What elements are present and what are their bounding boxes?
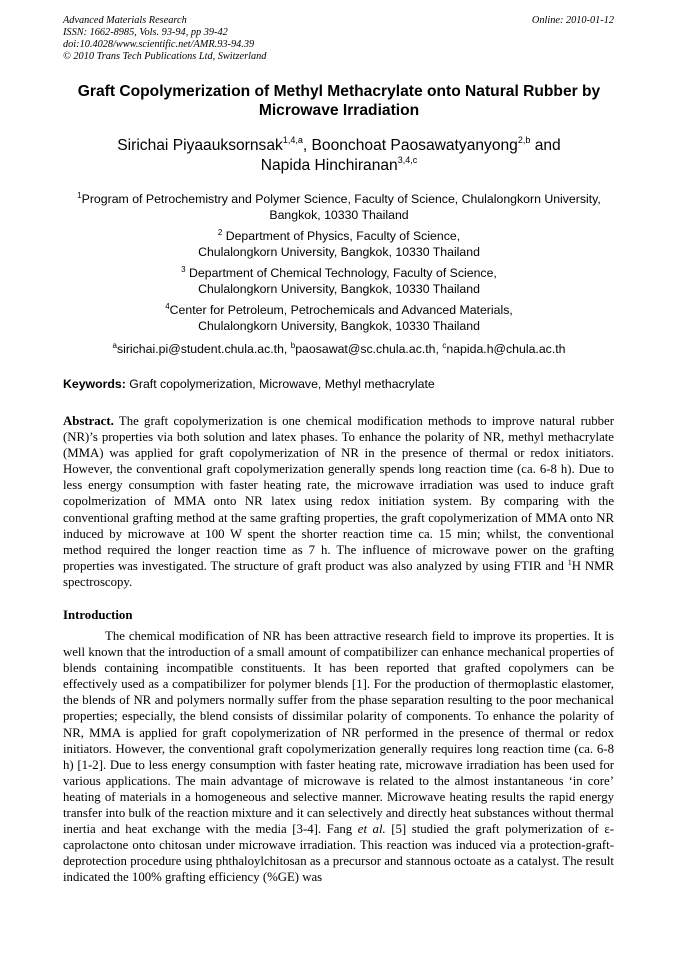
affiliation-sup: 3	[181, 265, 186, 274]
doi-line[interactable]: doi:10.4028/www.scientific.net/AMR.93-94.39	[63, 39, 255, 50]
author-separator: ,	[302, 137, 312, 154]
journal-name: Advanced Materials Research	[63, 15, 187, 26]
affiliation-line: Bangkok, 10330 Thailand	[269, 208, 409, 222]
abstract-label: Abstract.	[63, 414, 114, 428]
author-affil-sup: 2,b	[517, 135, 531, 145]
journal-header	[63, 15, 266, 63]
affiliation-list	[40, 191, 638, 339]
intro-text-end: [5] studied the graft polymerization of ε-caprolactone onto chitosan under microwave irradiation. This reaction was induced via a protection-graft-deprotection procedure using phthaloylchitosan as a precursor and stannous octoate as a catalyst. The result indicated the 100% grafting efficiency (%GE) was	[63, 822, 615, 885]
affiliation-line: Chulalongkorn University, Bangkok, 10330 Thailand	[198, 319, 480, 333]
email-sup: c	[442, 341, 447, 350]
author-affil-sup: 3,4,c	[397, 155, 418, 165]
paper-title: Graft Copolymerization of Methyl Methacrylate onto Natural Rubber by Microwave Irradiation	[77, 83, 601, 119]
author-name: Napida Hinchiranan	[260, 157, 398, 174]
intro-et-al: et al.	[357, 822, 386, 837]
author-name: Sirichai Piyaauksornsak	[117, 137, 283, 154]
author-name: Boonchoat Paosawatyanyong	[311, 137, 518, 154]
affiliation-sup: 4	[165, 302, 170, 311]
affiliation-line: Center for Petroleum, Petrochemicals and Advanced Materials,	[169, 303, 513, 317]
affiliation-line: Chulalongkorn University, Bangkok, 10330 Thailand	[198, 245, 480, 259]
copyright-line: © 2010 Trans Tech Publications Ltd, Switzerland	[63, 51, 267, 62]
email-address[interactable]: paosawat@sc.chula.ac.th,	[295, 342, 443, 356]
intro-text: The chemical modification of NR has been attractive research field to improve its properties. It is well known that the introduction of a small amount of compatibilizer can enhance mechanical properties of blends containing incompatible constituents. It has been reported that grafted copolymers can be effectively used as a compatibilizer for polymer blends [1]. For the production of thermoplastic elastomer, the blends of NR and polymers normally suffer from the phase separation resulting to the poor mechanical properties; especially, the blend consists of dissimilar polarity of components. To enhance the polarity of NR, MMA is applied for graft copolymerization of NR performed in the presence of thermal or redox initiators. However, the conventional graft copolymerization generally requires long reaction time (ca. 6-8 h) [1-2]. Due to less energy consumption with faster heating rate, microwave irradiation has been used for various applications. The main advantage of microwave is related to the almost instantaneous ‘in core’ heating of materials in a homogeneous and selective manner. Microwave heating results the rapid energy transfer into bulk of the reaction mixture and it can selectively and directly heat substances without thermal inertia and heat exchange with the media [3-4]. Fang	[63, 629, 614, 837]
abstract-text-end: H NMR spectroscopy.	[63, 558, 614, 589]
affiliation-line: Department of Physics, Faculty of Science,	[222, 229, 461, 243]
keywords-label: Keywords:	[63, 377, 126, 391]
abstract	[63, 413, 614, 590]
nmr-sup: 1	[567, 557, 572, 567]
email-sup: b	[290, 341, 296, 350]
author-separator: and	[530, 137, 561, 154]
keywords-line	[63, 376, 615, 392]
introduction-paragraph	[63, 628, 614, 886]
online-date: Online: 2010-01-12	[531, 15, 614, 26]
affiliation-sup: 2	[217, 228, 223, 237]
section-heading: Introduction	[63, 608, 133, 622]
keywords-text: Graft copolymerization, Microwave, Methyl methacrylate	[125, 377, 435, 391]
affiliation	[40, 265, 638, 297]
affiliation	[40, 191, 638, 223]
email-list	[40, 341, 638, 357]
email-sup: a	[112, 341, 117, 350]
author-list	[40, 136, 638, 176]
author-affil-sup: 1,4,a	[282, 135, 303, 145]
affiliation	[40, 228, 638, 260]
affiliation-sup: 1	[77, 191, 82, 200]
email-address[interactable]: napida.h@chula.ac.th	[446, 342, 566, 356]
affiliation-line: Chulalongkorn University, Bangkok, 10330 Thailand	[198, 282, 480, 296]
affiliation-line: Program of Petrochemistry and Polymer Science, Faculty of Science, Chulalongkorn University,	[81, 192, 601, 206]
affiliation	[40, 302, 638, 334]
abstract-text: The graft copolymerization is one chemical modification methods to improve natural rubber (NR)’s properties via both solution and latex phases. To enhance the polarity of NR, methyl methacrylate (MMA) was applied for graft copolymerization of NR in the presence of thermal or redox initiators. However, the conventional graft copolymerization generally spends long reaction time (ca. 6-8 h). Due to less energy consumption with faster heating rate, the microwave irradiation was used to induce graft copolmerization of MMA onto NR latex using redox initiation system. By comparing with the conventional grafting method at the same grafting properties, the graft copolymerization of MMA onto NR induced by microwave at 100 W spent the shorter reaction time ca. 15 min; whilst, the conventional method required the longer reaction time as 7 h. The influence of microwave power on the grafting properties was investigated. The structure of graft product was also analyzed by using FTIR and	[63, 414, 614, 573]
issn-line: ISSN: 1662-8985, Vols. 93-94, pp 39-42	[63, 27, 228, 38]
email-address[interactable]: sirichai.pi@student.chula.ac.th,	[116, 342, 291, 356]
affiliation-line: Department of Chemical Technology, Faculty of Science,	[185, 266, 497, 280]
